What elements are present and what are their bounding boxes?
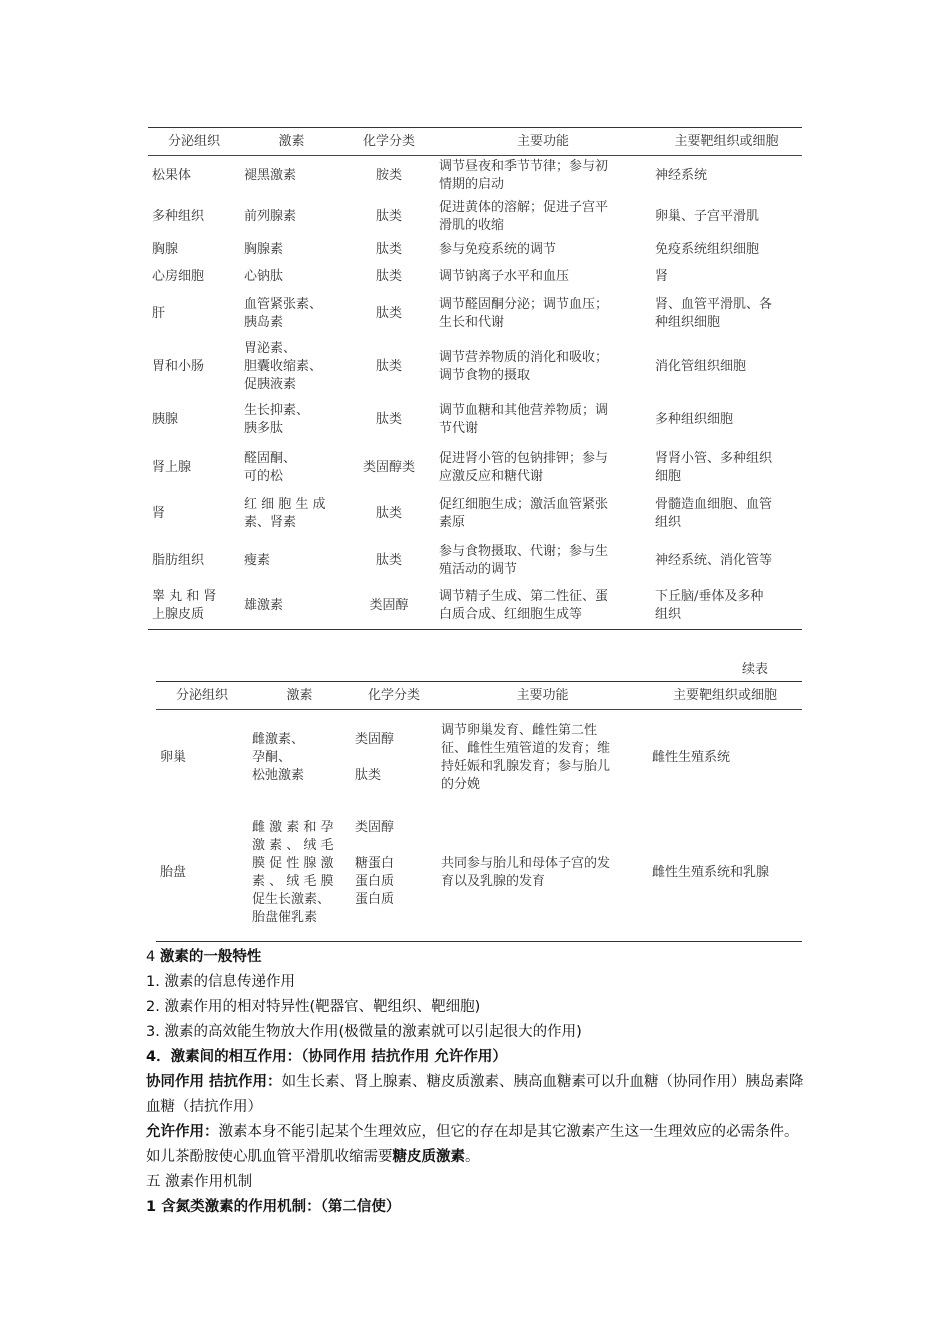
table-cell-tissue	[148, 264, 240, 290]
cell-line: 调节营养物质的消化和吸收；	[439, 350, 609, 365]
table-cell-target	[648, 806, 802, 942]
cell-line: 种组织细胞	[655, 315, 721, 330]
cell-line: 促进肾小管的包钠排钾；参与	[439, 450, 609, 466]
cell-line: 多种组织细胞	[655, 412, 734, 427]
cell-line: 胰腺	[152, 412, 179, 427]
table-cell-tissue	[148, 290, 240, 339]
table-cell-class	[351, 806, 437, 942]
table-row	[148, 197, 802, 237]
column-header: 主要靶组织或细胞	[648, 682, 802, 710]
cell-line: 调节昼夜和季节节律；参与初	[439, 159, 609, 175]
table-cell-tissue	[148, 339, 240, 396]
table-cell-hormone	[240, 237, 343, 264]
table-row	[148, 491, 802, 538]
cell-line: 肽类	[375, 306, 402, 321]
cell-line: 卵巢	[160, 749, 187, 765]
cell-line: 征、雌性生殖管道的发育；维	[441, 740, 611, 756]
table-cell-target	[651, 290, 802, 339]
cell-line: 胃和小肠	[152, 359, 205, 374]
column-header: 激素	[248, 682, 351, 710]
cell-line: 肽类	[355, 767, 382, 783]
table-cell-function	[435, 339, 651, 396]
table-cell-hormone	[248, 710, 351, 806]
cell-line: 调节血糖和其他营养物质；调	[439, 403, 609, 418]
cell-line: 组织	[655, 515, 682, 530]
cell-line: 心钠肽	[244, 268, 284, 284]
table-row	[148, 538, 802, 584]
table-cell-class	[343, 339, 435, 396]
cell-line: 肾	[655, 268, 669, 284]
table-cell-function	[437, 710, 648, 806]
hormone-table	[148, 127, 802, 630]
table-cell-class	[343, 197, 435, 237]
cell-line: 肽类	[375, 552, 402, 568]
table-row	[156, 806, 802, 942]
section-heading: 4．激素间的相互作用：（协同作用 拮抗作用 允许作用）	[146, 1049, 507, 1065]
cell-line: 血管紧张素、	[244, 297, 323, 312]
cell-line: 下丘脑/垂体及多种	[655, 589, 764, 605]
cell-line: 胃泌素、	[244, 341, 297, 356]
table-cell-target	[651, 197, 802, 237]
cell-line: 素 、 绒 毛 膜	[252, 874, 334, 890]
cell-line	[355, 749, 433, 767]
table-header-row	[156, 682, 802, 710]
table-cell-function	[435, 491, 651, 538]
hormone-table-continued	[156, 681, 802, 942]
cell-line: 滑肌的收缩	[439, 217, 505, 233]
table-row	[148, 237, 802, 264]
table-cell-function	[435, 538, 651, 584]
table-cell-class	[343, 290, 435, 339]
cell-line: 雌性生殖系统	[652, 749, 731, 765]
cell-line: 的分娩	[441, 776, 481, 792]
cell-line: 促生长激素、	[252, 892, 331, 908]
table-cell-hormone	[240, 264, 343, 290]
column-header: 主要功能	[437, 682, 648, 710]
cell-line: 肝	[152, 306, 166, 321]
cell-line: 多种组织	[152, 208, 205, 224]
cell-line: 骨髓造血细胞、血管	[655, 497, 773, 512]
cell-line: 促进黄体的溶解；促进子宫平	[439, 199, 609, 215]
table-cell-target	[648, 710, 802, 806]
table-cell-tissue	[148, 445, 240, 491]
cell-line: 肽类	[375, 242, 402, 257]
table-cell-tissue	[148, 396, 240, 445]
cell-line: 胺类	[375, 168, 402, 184]
table-row	[156, 710, 802, 806]
cell-line: 细胞	[655, 468, 682, 484]
cell-line: 生长抑素、	[244, 403, 310, 418]
cell-line: 激 素 、 绒 毛	[252, 838, 334, 854]
table-row	[148, 290, 802, 339]
cell-line: 持妊娠和乳腺发育；参与胎儿	[441, 758, 611, 774]
column-header: 激素	[240, 128, 343, 156]
cell-line: 上腺皮质	[152, 607, 205, 623]
table-cell-tissue	[148, 197, 240, 237]
cell-line: 蛋白质	[355, 892, 395, 908]
table-cell-function	[435, 290, 651, 339]
table-cell-class	[343, 237, 435, 264]
cell-line: 应激反应和糖代谢	[439, 468, 544, 484]
cell-line: 神经系统	[655, 168, 708, 184]
cell-line: 松弛激素	[252, 767, 305, 783]
cell-line: 肽类	[375, 268, 402, 284]
table-cell-hormone	[240, 339, 343, 396]
cell-line: 胎盘催乳素	[252, 910, 318, 926]
cell-line: 白质合成、红细胞生成等	[439, 607, 583, 623]
cell-line: 胰岛素	[244, 315, 284, 330]
cell-line: 类固醇	[369, 598, 409, 614]
cell-line: 参与免疫系统的调节	[439, 242, 557, 257]
cell-line: 脂肪组织	[152, 552, 205, 568]
cell-line: 肾、血管平滑肌、各	[655, 297, 773, 312]
cell-line: 胸腺	[152, 242, 179, 257]
cell-line: 松果体	[152, 168, 192, 184]
table-cell-class	[343, 491, 435, 538]
cell-line: 调节钠离子水平和血压	[439, 268, 570, 284]
cell-line: 神经系统、消化管等	[655, 552, 773, 568]
table-cell-tissue	[156, 806, 248, 942]
cell-line: 消化管组织细胞	[655, 359, 747, 374]
table-cell-target	[651, 156, 802, 197]
cell-line: 肽类	[375, 506, 402, 521]
table-cell-function	[435, 264, 651, 290]
cell-line: 可的松	[244, 468, 284, 484]
cell-line: 节代谢	[439, 421, 479, 436]
list-item: 3. 激素的高效能生物放大作用(极微量的激素就可以引起很大的作用)	[146, 1024, 582, 1040]
cell-line: 类固醇类	[362, 459, 415, 475]
table-cell-hormone	[240, 584, 343, 630]
table-cell-tissue	[148, 156, 240, 197]
cell-line: 胆囊收缩素、	[244, 359, 323, 374]
cell-line: 肾肾小管、多种组织	[655, 450, 773, 466]
cell-line: 肾	[152, 506, 166, 521]
cell-line: 免疫系统组织细胞	[655, 242, 760, 257]
cell-line: 蛋白质	[355, 874, 395, 890]
cell-line: 雌 激 素 和 孕	[252, 820, 334, 836]
table-cell-hormone	[240, 156, 343, 197]
cell-line: 雌性生殖系统和乳腺	[652, 865, 770, 881]
cell-line: 前列腺素	[244, 208, 297, 224]
section-heading: 1 含氮类激素的作用机制：（第二信使）	[146, 1199, 401, 1215]
cell-line: 瘦素	[244, 552, 271, 568]
table-cell-function	[435, 396, 651, 445]
table-cell-hormone	[240, 538, 343, 584]
table-cell-function	[437, 806, 648, 942]
table-cell-function	[435, 156, 651, 197]
cell-line: 育以及乳腺的发育	[441, 874, 546, 890]
column-header: 化学分类	[351, 682, 437, 710]
cell-line: 胸腺素	[244, 242, 284, 257]
paragraph: 允许作用：激素本身不能引起某个生理效应，但它的存在却是其它激素产生这一生理效应的必需条件。如儿茶酚胺使心肌血管平滑肌收缩需要糖皮质激素。	[146, 1124, 799, 1165]
cell-line: 胰多肽	[244, 421, 284, 436]
cell-line: 雄激素	[244, 598, 284, 614]
cell-line: 胎盘	[160, 865, 187, 881]
table-row	[148, 445, 802, 491]
table-cell-tissue	[148, 491, 240, 538]
cell-line: 类固醇	[355, 731, 395, 747]
list-item: 1. 激素的信息传递作用	[146, 974, 295, 990]
cell-line: 膜 促 性 腺 激	[252, 856, 334, 872]
column-header: 分泌组织	[148, 128, 240, 156]
cell-line: 调节卵巢发育、雌性第二性	[441, 722, 598, 738]
cell-line	[355, 837, 433, 855]
cell-line: 肽类	[375, 359, 402, 374]
table-cell-tissue	[148, 584, 240, 630]
table-cell-hormone	[248, 806, 351, 942]
table-row	[148, 264, 802, 290]
table-row	[148, 584, 802, 630]
table-cell-function	[435, 445, 651, 491]
table-cell-class	[343, 264, 435, 290]
cell-line: 褪黑激素	[244, 168, 297, 184]
continued-label: 续表	[742, 662, 769, 677]
cell-line: 心房细胞	[152, 268, 205, 284]
table-cell-tissue	[148, 538, 240, 584]
table-cell-target	[651, 396, 802, 445]
table-cell-hormone	[240, 445, 343, 491]
table-cell-class	[343, 396, 435, 445]
cell-line: 调节醛固酮分泌；调节血压；	[439, 297, 609, 312]
cell-line: 红 细 胞 生 成	[244, 497, 326, 512]
cell-line: 雌激素、	[252, 731, 305, 747]
section-heading: 五 激素作用机制	[146, 1174, 253, 1190]
column-header: 化学分类	[343, 128, 435, 156]
cell-line: 参与食物摄取、代谢；参与生	[439, 543, 609, 559]
table-cell-target	[651, 491, 802, 538]
cell-line: 促红细胞生成；激活血管紧张	[439, 497, 609, 512]
cell-line: 肾上腺	[152, 459, 192, 475]
cell-line: 孕酮、	[252, 749, 292, 765]
cell-line: 组织	[655, 607, 682, 623]
table-cell-target	[651, 445, 802, 491]
table-cell-target	[651, 237, 802, 264]
list-item: 2. 激素作用的相对特异性(靶器官、靶组织、靶细胞)	[146, 999, 481, 1015]
table-header-row	[148, 128, 802, 156]
table-row	[148, 156, 802, 197]
cell-line: 促胰液素	[244, 377, 297, 392]
cell-line: 调节食物的摄取	[439, 368, 531, 383]
table-cell-tissue	[148, 237, 240, 264]
cell-line: 醛固酮、	[244, 450, 297, 466]
cell-line: 卵巢、子宫平滑肌	[655, 208, 760, 224]
table-cell-target	[651, 538, 802, 584]
cell-line: 糖蛋白	[355, 856, 395, 872]
cell-line: 睾 丸 和 肾	[152, 589, 217, 605]
table-cell-class	[343, 538, 435, 584]
cell-line: 情期的启动	[439, 177, 505, 193]
table-cell-hormone	[240, 290, 343, 339]
table-cell-target	[651, 264, 802, 290]
table-cell-target	[651, 584, 802, 630]
table-cell-class	[343, 584, 435, 630]
paragraph: 协同作用 拮抗作用：如生长素、肾上腺素、糖皮质激素、胰高血糖素可以升血糖（协同作用）胰岛素降血糖（拮抗作用）	[146, 1074, 804, 1115]
table-cell-function	[435, 584, 651, 630]
table-cell-class	[343, 445, 435, 491]
cell-line: 共同参与胎儿和母体子宫的发	[441, 856, 611, 872]
cell-line	[355, 909, 433, 927]
column-header: 主要功能	[435, 128, 651, 156]
section-heading: 4 激素的一般特性	[146, 949, 262, 965]
cell-line: 肽类	[375, 208, 402, 224]
table-cell-hormone	[240, 197, 343, 237]
table-cell-class	[351, 710, 437, 806]
cell-line: 殖活动的调节	[439, 561, 518, 577]
column-header: 主要靶组织或细胞	[651, 128, 802, 156]
cell-line: 肽类	[375, 412, 402, 427]
table-cell-class	[343, 156, 435, 197]
table-cell-hormone	[240, 396, 343, 445]
cell-line: 素原	[439, 515, 466, 530]
table-cell-function	[435, 237, 651, 264]
table-cell-target	[651, 339, 802, 396]
table-row	[148, 396, 802, 445]
table-cell-function	[435, 197, 651, 237]
cell-line: 素、肾素	[244, 515, 297, 530]
cell-line: 调节精子生成、第二性征、蛋	[439, 589, 609, 605]
table-row	[148, 339, 802, 396]
table-cell-hormone	[240, 491, 343, 538]
column-header: 分泌组织	[156, 682, 248, 710]
table-cell-tissue	[156, 710, 248, 806]
cell-line: 类固醇	[355, 820, 395, 836]
cell-line: 生长和代谢	[439, 315, 505, 330]
